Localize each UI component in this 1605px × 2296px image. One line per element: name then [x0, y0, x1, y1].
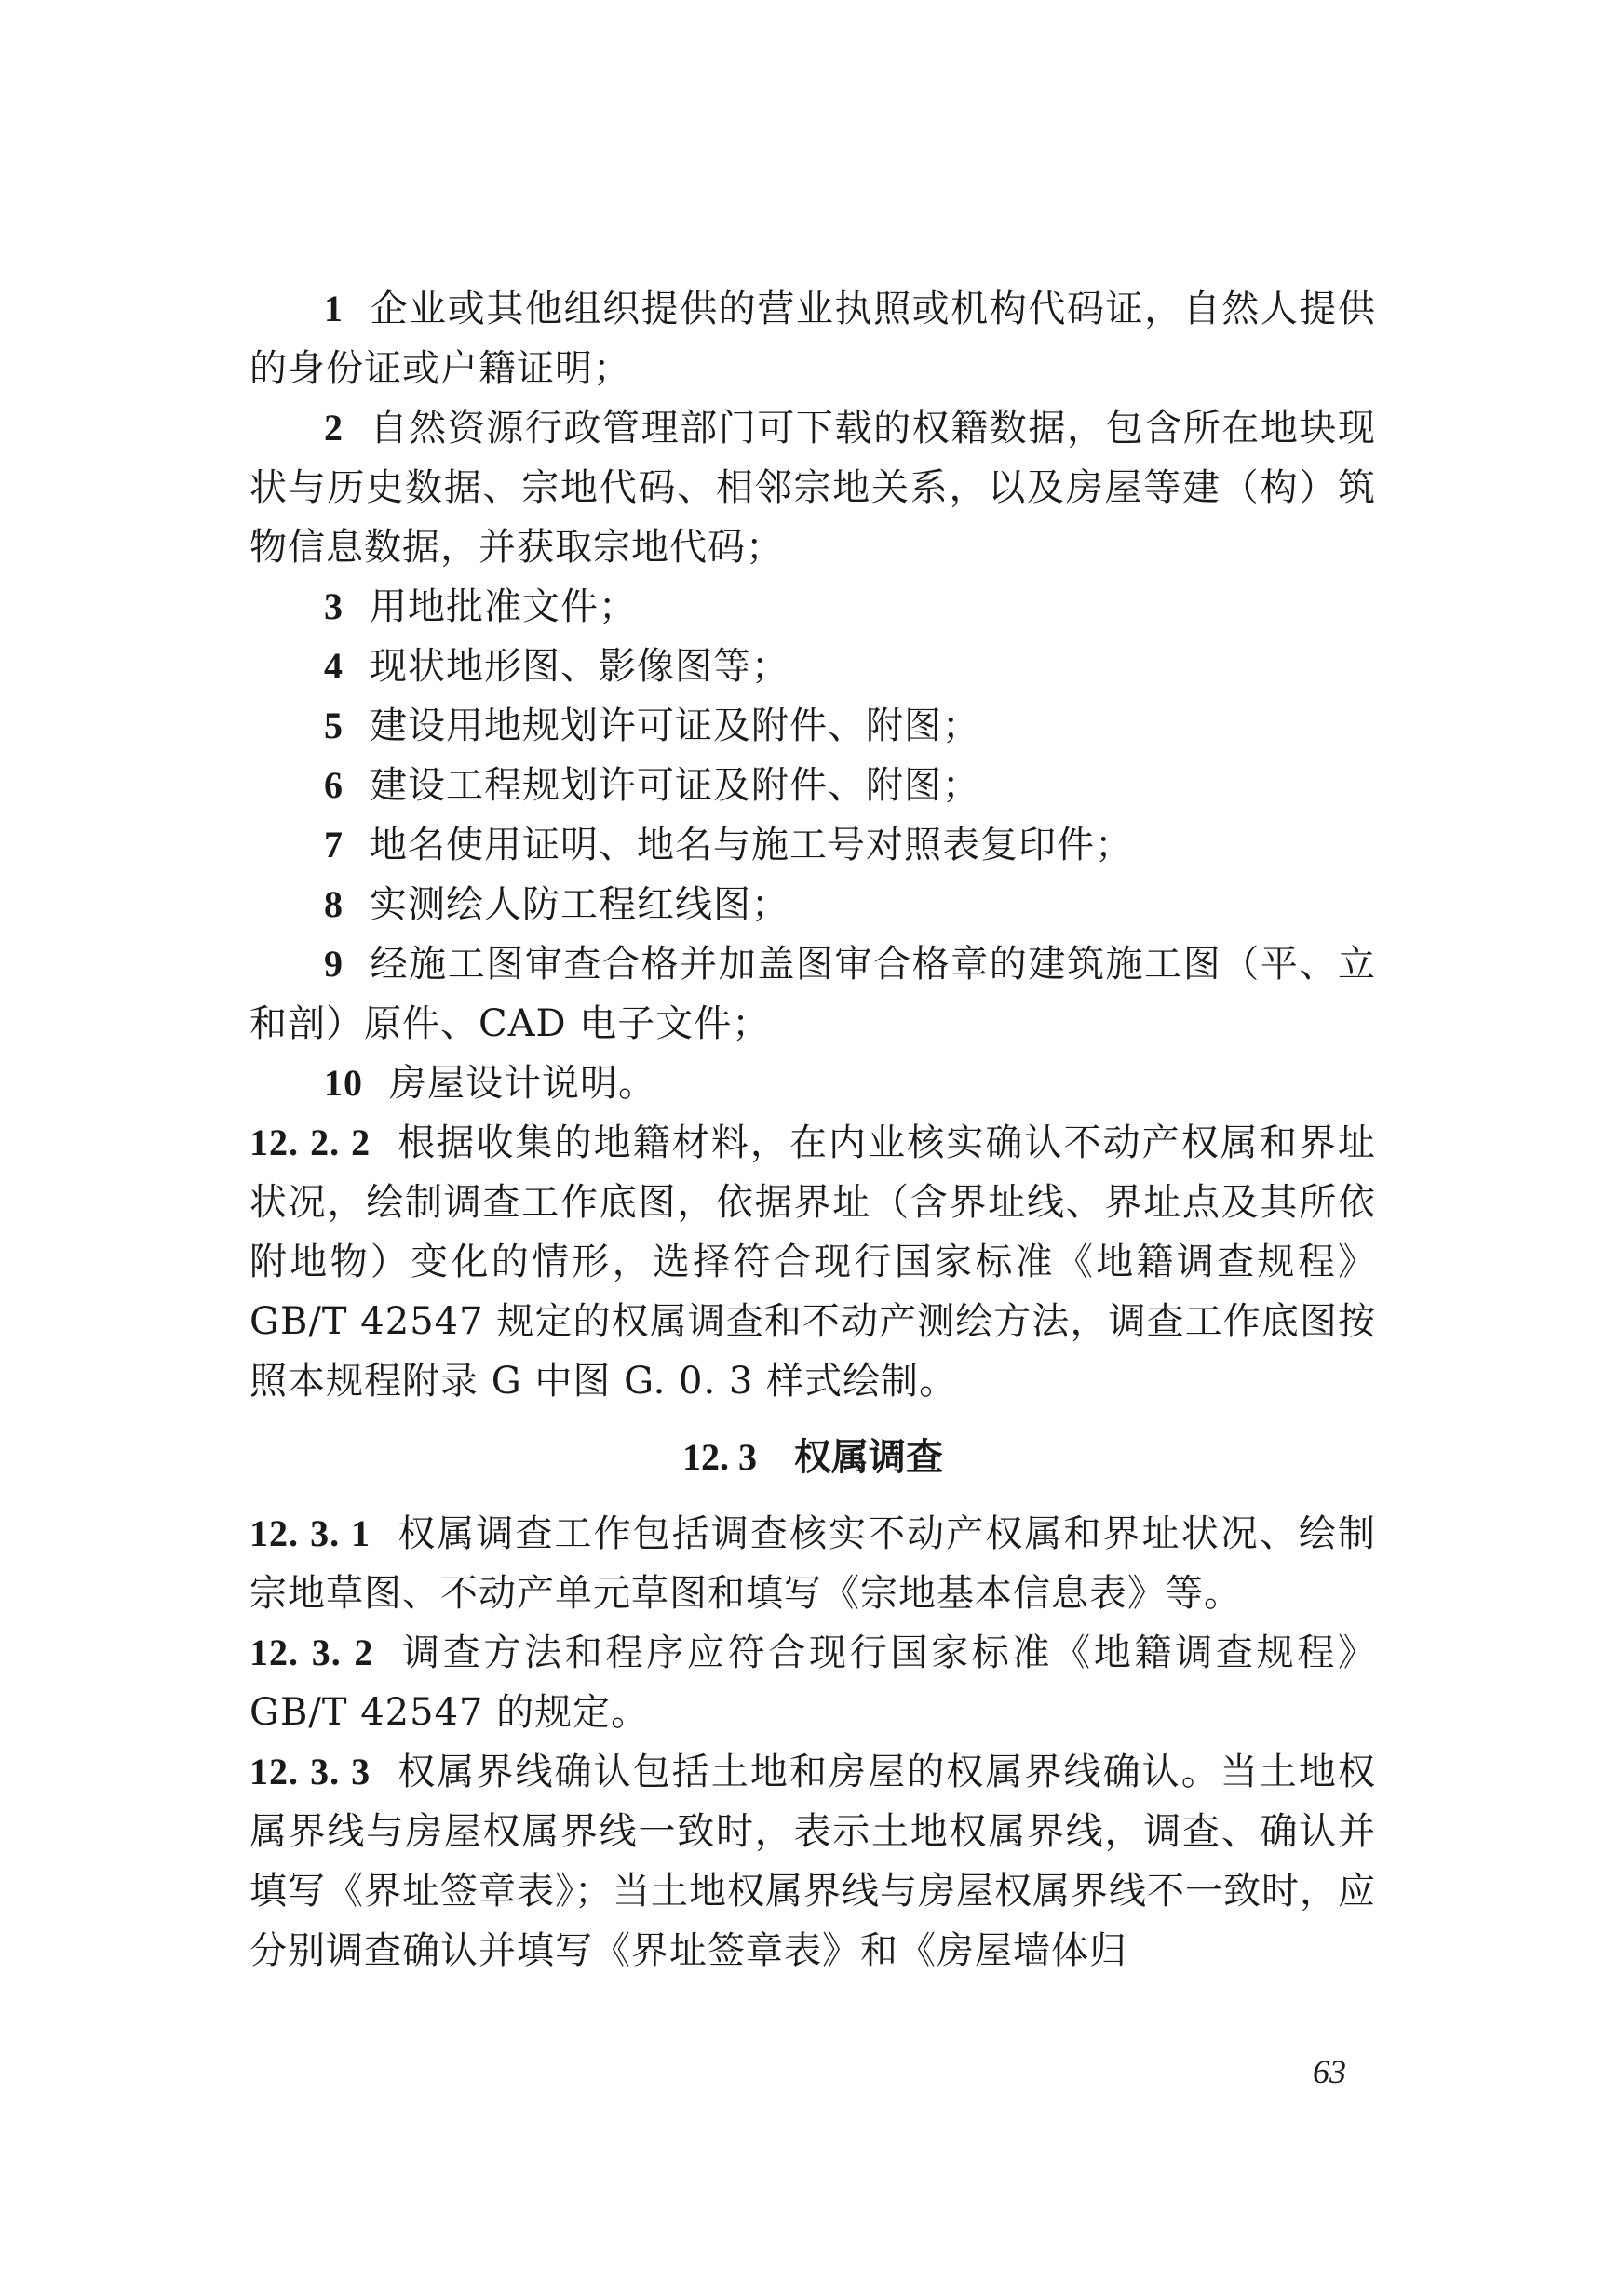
list-item-number: 9 [324, 943, 344, 985]
document-body [250, 279, 1376, 1980]
clause-text: 权属界线确认包括土地和房屋的权属界线确认。当土地权属界线与房屋权属界线一致时，表示土地权属界线，调查、确认并填写《界址签章表》；当土地权属界线与房屋权属界线不一致时，应分别调查确认并填写《界址签章表》和《房屋墙体归 [250, 1751, 1377, 1972]
clause-number: 12. 2. 2 [250, 1121, 371, 1163]
list-item-text: 地名使用证明、地名与施工号对照表复印件； [370, 824, 1133, 866]
list-item-8 [250, 875, 1376, 934]
list-item-3 [250, 577, 1376, 637]
list-item-6 [250, 756, 1376, 815]
list-item-number: 2 [324, 407, 344, 449]
list-item-1 [250, 279, 1376, 398]
list-item-number: 8 [324, 883, 344, 925]
list-item-number: 4 [324, 645, 344, 687]
list-item-text: 实测绘人防工程红线图； [370, 883, 789, 926]
list-item-text: 房屋设计说明。 [389, 1062, 656, 1105]
clause-12-3-3 [250, 1742, 1376, 1980]
list-item-number: 7 [324, 824, 344, 866]
section-title: 权属调查 [794, 1436, 943, 1479]
clause-12-3-2 [250, 1623, 1376, 1742]
clause-text: 调查方法和程序应符合现行国家标准《地籍调查规程》GB/T 42547 的规定。 [250, 1631, 1377, 1734]
list-item-number: 6 [324, 764, 344, 806]
section-heading [250, 1428, 1376, 1487]
clause-text: 权属调查工作包括调查核实不动产权属和界址状况、绘制宗地草图、不动产单元草图和填写《宗地基本信息表》等。 [250, 1512, 1377, 1615]
list-item-text: 建设用地规划许可证及附件、附图； [370, 705, 980, 747]
clause-number: 12. 3. 3 [250, 1751, 371, 1792]
list-item-text: 自然资源行政管理部门可下载的权籍数据，包含所在地块现状与历史数据、宗地代码、相邻宗地关系，以及房屋等建（构）筑物信息数据，并获取宗地代码； [250, 407, 1376, 569]
list-item-number: 10 [324, 1062, 363, 1104]
list-item-7 [250, 815, 1376, 875]
list-item-number: 3 [324, 585, 344, 627]
list-item-number: 1 [324, 288, 344, 329]
list-item-text: 建设工程规划许可证及附件、附图； [370, 764, 980, 807]
section-number: 12. 3 [682, 1436, 757, 1478]
list-item-text: 企业或其他组织提供的营业执照或机构代码证，自然人提供的身份证或户籍证明； [250, 288, 1376, 390]
list-item-2 [250, 398, 1376, 577]
clause-text: 根据收集的地籍材料，在内业核实确认不动产权属和界址状况，绘制调查工作底图，依据界址（含界址线、界址点及其所依附地物）变化的情形，选择符合现行国家标准《地籍调查规程》GB/T 42547 规定的权属调查和不动产测绘方法，调查工作底图按照本规程附录 G 中图 G. 0. 3 样式绘制。 [250, 1121, 1377, 1403]
list-item-10 [250, 1054, 1376, 1113]
list-item-text: 经施工图审查合格并加盖图审合格章的建筑施工图（平、立和剖）原件、CAD 电子文件； [250, 943, 1376, 1045]
list-item-5 [250, 696, 1376, 756]
list-item-text: 用地批准文件； [370, 585, 637, 628]
clause-12-2-2 [250, 1113, 1376, 1411]
list-item-text: 现状地形图、影像图等； [370, 645, 789, 688]
list-item-4 [250, 637, 1376, 696]
clause-12-3-1 [250, 1504, 1376, 1623]
list-item-9 [250, 934, 1376, 1054]
clause-number: 12. 3. 1 [250, 1512, 371, 1554]
list-item-number: 5 [324, 705, 344, 746]
page-number: 63 [1313, 2053, 1346, 2090]
clause-number: 12. 3. 2 [250, 1631, 374, 1673]
